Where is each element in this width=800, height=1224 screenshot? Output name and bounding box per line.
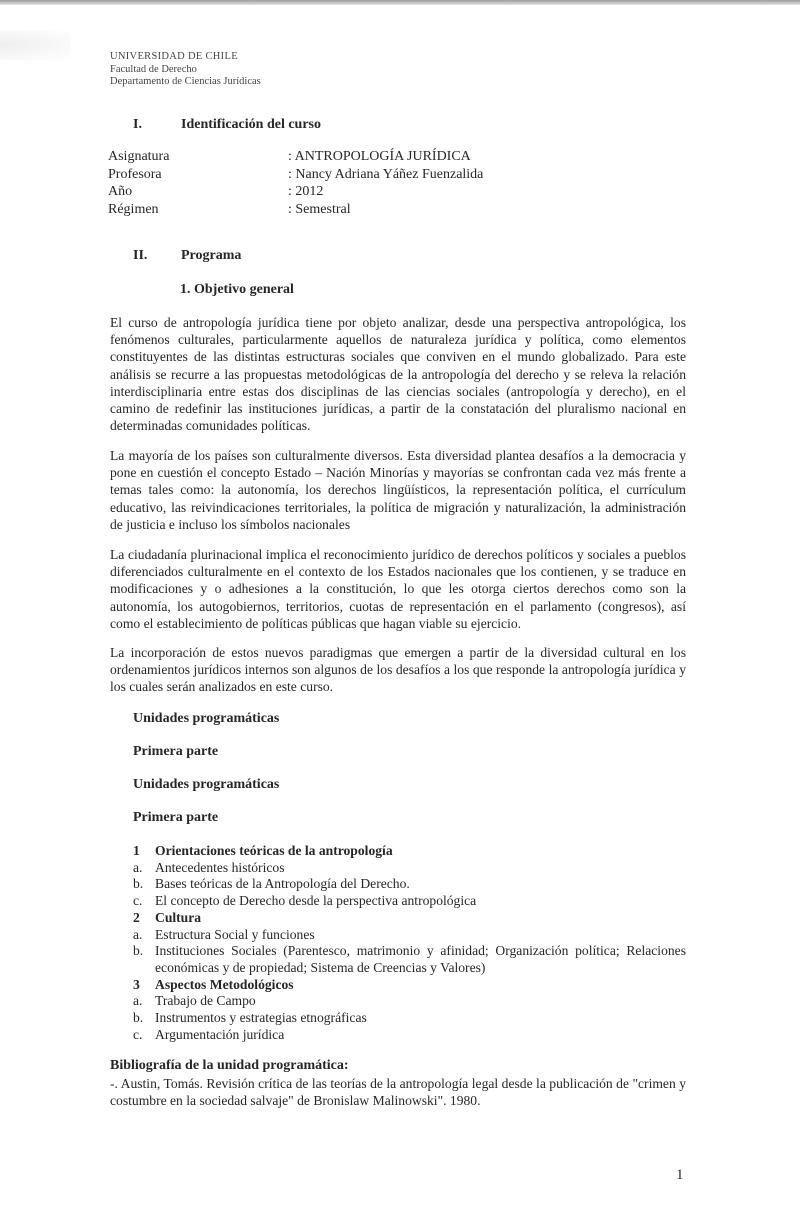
list-item <box>133 927 686 944</box>
list-text: Estructura Social y funciones <box>155 926 315 942</box>
unit-heading <box>133 977 686 994</box>
units-list <box>133 843 686 1043</box>
id-label: Año <box>108 184 133 199</box>
id-label: Asignatura <box>108 149 170 164</box>
list-item <box>133 993 686 1010</box>
list-text: Instituciones Sociales (Parentesco, matrimonio y afinidad; Organización política; Relaciones económicas y de propiedad; Sistema de Creencias y Valores) <box>155 943 686 975</box>
first-part-heading: Primera parte <box>133 810 219 825</box>
bibliography-heading: Bibliografía de la unidad programática: <box>110 1058 349 1073</box>
list-text: Bases teóricas de la Antropología del Derecho. <box>155 876 410 892</box>
id-label: Profesora <box>108 166 162 182</box>
list-item <box>133 1027 686 1044</box>
list-marker: a. <box>133 926 143 942</box>
list-text: Instrumentos y estrategias etnográficas <box>155 1010 367 1026</box>
list-item <box>133 876 686 893</box>
list-marker: 2 <box>133 909 140 925</box>
id-value: : Semestral <box>288 201 351 217</box>
id-value: : 2012 <box>288 184 324 199</box>
list-marker: 3 <box>133 976 140 992</box>
faculty-name: Facultad de Derecho <box>110 63 197 75</box>
institution-header <box>110 51 261 89</box>
list-marker: b. <box>133 943 144 959</box>
list-text: Aspectos Metodológicos <box>155 976 294 992</box>
list-text: Orientaciones teóricas de la antropología <box>155 843 393 858</box>
list-marker: a. <box>133 859 143 875</box>
scan-top-edge <box>0 0 800 5</box>
section-1-title: Identificación del curso <box>181 117 321 132</box>
list-item <box>133 893 686 910</box>
section-1-number: I. <box>133 117 142 132</box>
paragraph-1: El curso de antropología jurídica tiene por objeto analizar, desde una perspectiva antropológica, los fenómenos culturales, particularmente aquellos de naturaleza jurídica y política, como elementos constituyentes de las distintas estructuras sociales que conviven en el mundo globalizado. Para este análisis se recurre a las propuestas metodológicas de la antropología del derecho y se releva la relación interdisciplinaria entre estas dos disciplinas de las ciencias sociales (antropología y derecho), en el camino de redefinir las instituciones jurídicas, a partir de la constatación del pluralismo nacional en determinadas comunidades políticas. <box>110 315 686 434</box>
list-text: Trabajo de Campo <box>155 993 256 1009</box>
unit-heading <box>133 843 686 860</box>
id-value: : Nancy Adriana Yáñez Fuenzalida <box>288 166 484 182</box>
section-2-number: II. <box>133 248 148 263</box>
id-label: Régimen <box>108 201 159 217</box>
paragraph-4: La incorporación de estos nuevos paradigmas que emergen a partir de la diversidad cultural en los ordenamientos jurídicos internos son algunos de los desafíos a los que responde la antropología jurídica y los cuales serán analizados en este curso. <box>110 645 686 695</box>
list-item <box>133 860 686 877</box>
list-item <box>133 943 686 976</box>
list-marker: c. <box>133 1026 143 1042</box>
units-heading: Unidades programáticas <box>133 777 280 792</box>
list-marker: c. <box>133 893 143 909</box>
unit-heading <box>133 910 686 927</box>
list-text: El concepto de Derecho desde la perspectiva antropológica <box>155 893 477 909</box>
id-value: : ANTROPOLOGÍA JURÍDICA <box>288 149 471 164</box>
list-marker: 1 <box>133 843 140 858</box>
objective-heading: 1. Objetivo general <box>180 282 294 297</box>
list-text: Argumentación jurídica <box>155 1026 285 1042</box>
paragraph-2: La mayoría de los países son culturalmente diversos. Esta diversidad plantea desafíos a la democracia y pone en cuestión el concepto Estado – Nación Minorías y mayorías se confrontan cada vez más frente a temas tales como: la autonomía, los derechos lingüísticos, la representación política, el currículum educativo, las reivindicaciones territoriales, la política de migración y naturalización, la administración de justicia e incluso los símbolos nacionales <box>110 448 686 532</box>
list-marker: b. <box>133 876 144 892</box>
list-marker: b. <box>133 1010 144 1026</box>
paragraph-3: La ciudadanía plurinacional implica el reconocimiento jurídico de derechos políticos y sociales a pueblos diferenciados culturalmente en el contexto de los Estados nacionales que los contienen, y se traduce en modificaciones y o adhesiones a la constitución, lo que les otorga ciertos derechos como son la autonomía, los autogobiernos, territorios, cuotas de representación en el parlamento (congresos), así como el establecimiento de políticas públicas que hagan viable su ejercicio. <box>110 547 686 631</box>
section-2-title: Programa <box>181 248 242 263</box>
first-part-heading: Primera parte <box>133 744 219 759</box>
list-text: Cultura <box>155 909 202 925</box>
units-heading: Unidades programáticas <box>133 711 280 726</box>
list-marker: a. <box>133 993 143 1009</box>
list-item <box>133 1010 686 1027</box>
bibliography-entry: -. Austin, Tomás. Revisión crítica de las teorías de la antropología legal desde la publicación de "crimen y costumbre en la sociedad salvaje" de Bronislaw Malinowski". 1980. <box>110 1076 686 1108</box>
scan-smudge <box>0 30 70 60</box>
list-text: Antecedentes históricos <box>155 859 285 875</box>
university-name: UNIVERSIDAD DE CHILE <box>110 51 238 62</box>
page-number: 1 <box>676 1167 684 1183</box>
department-name: Departamento de Ciencias Jurídicas <box>110 76 261 87</box>
